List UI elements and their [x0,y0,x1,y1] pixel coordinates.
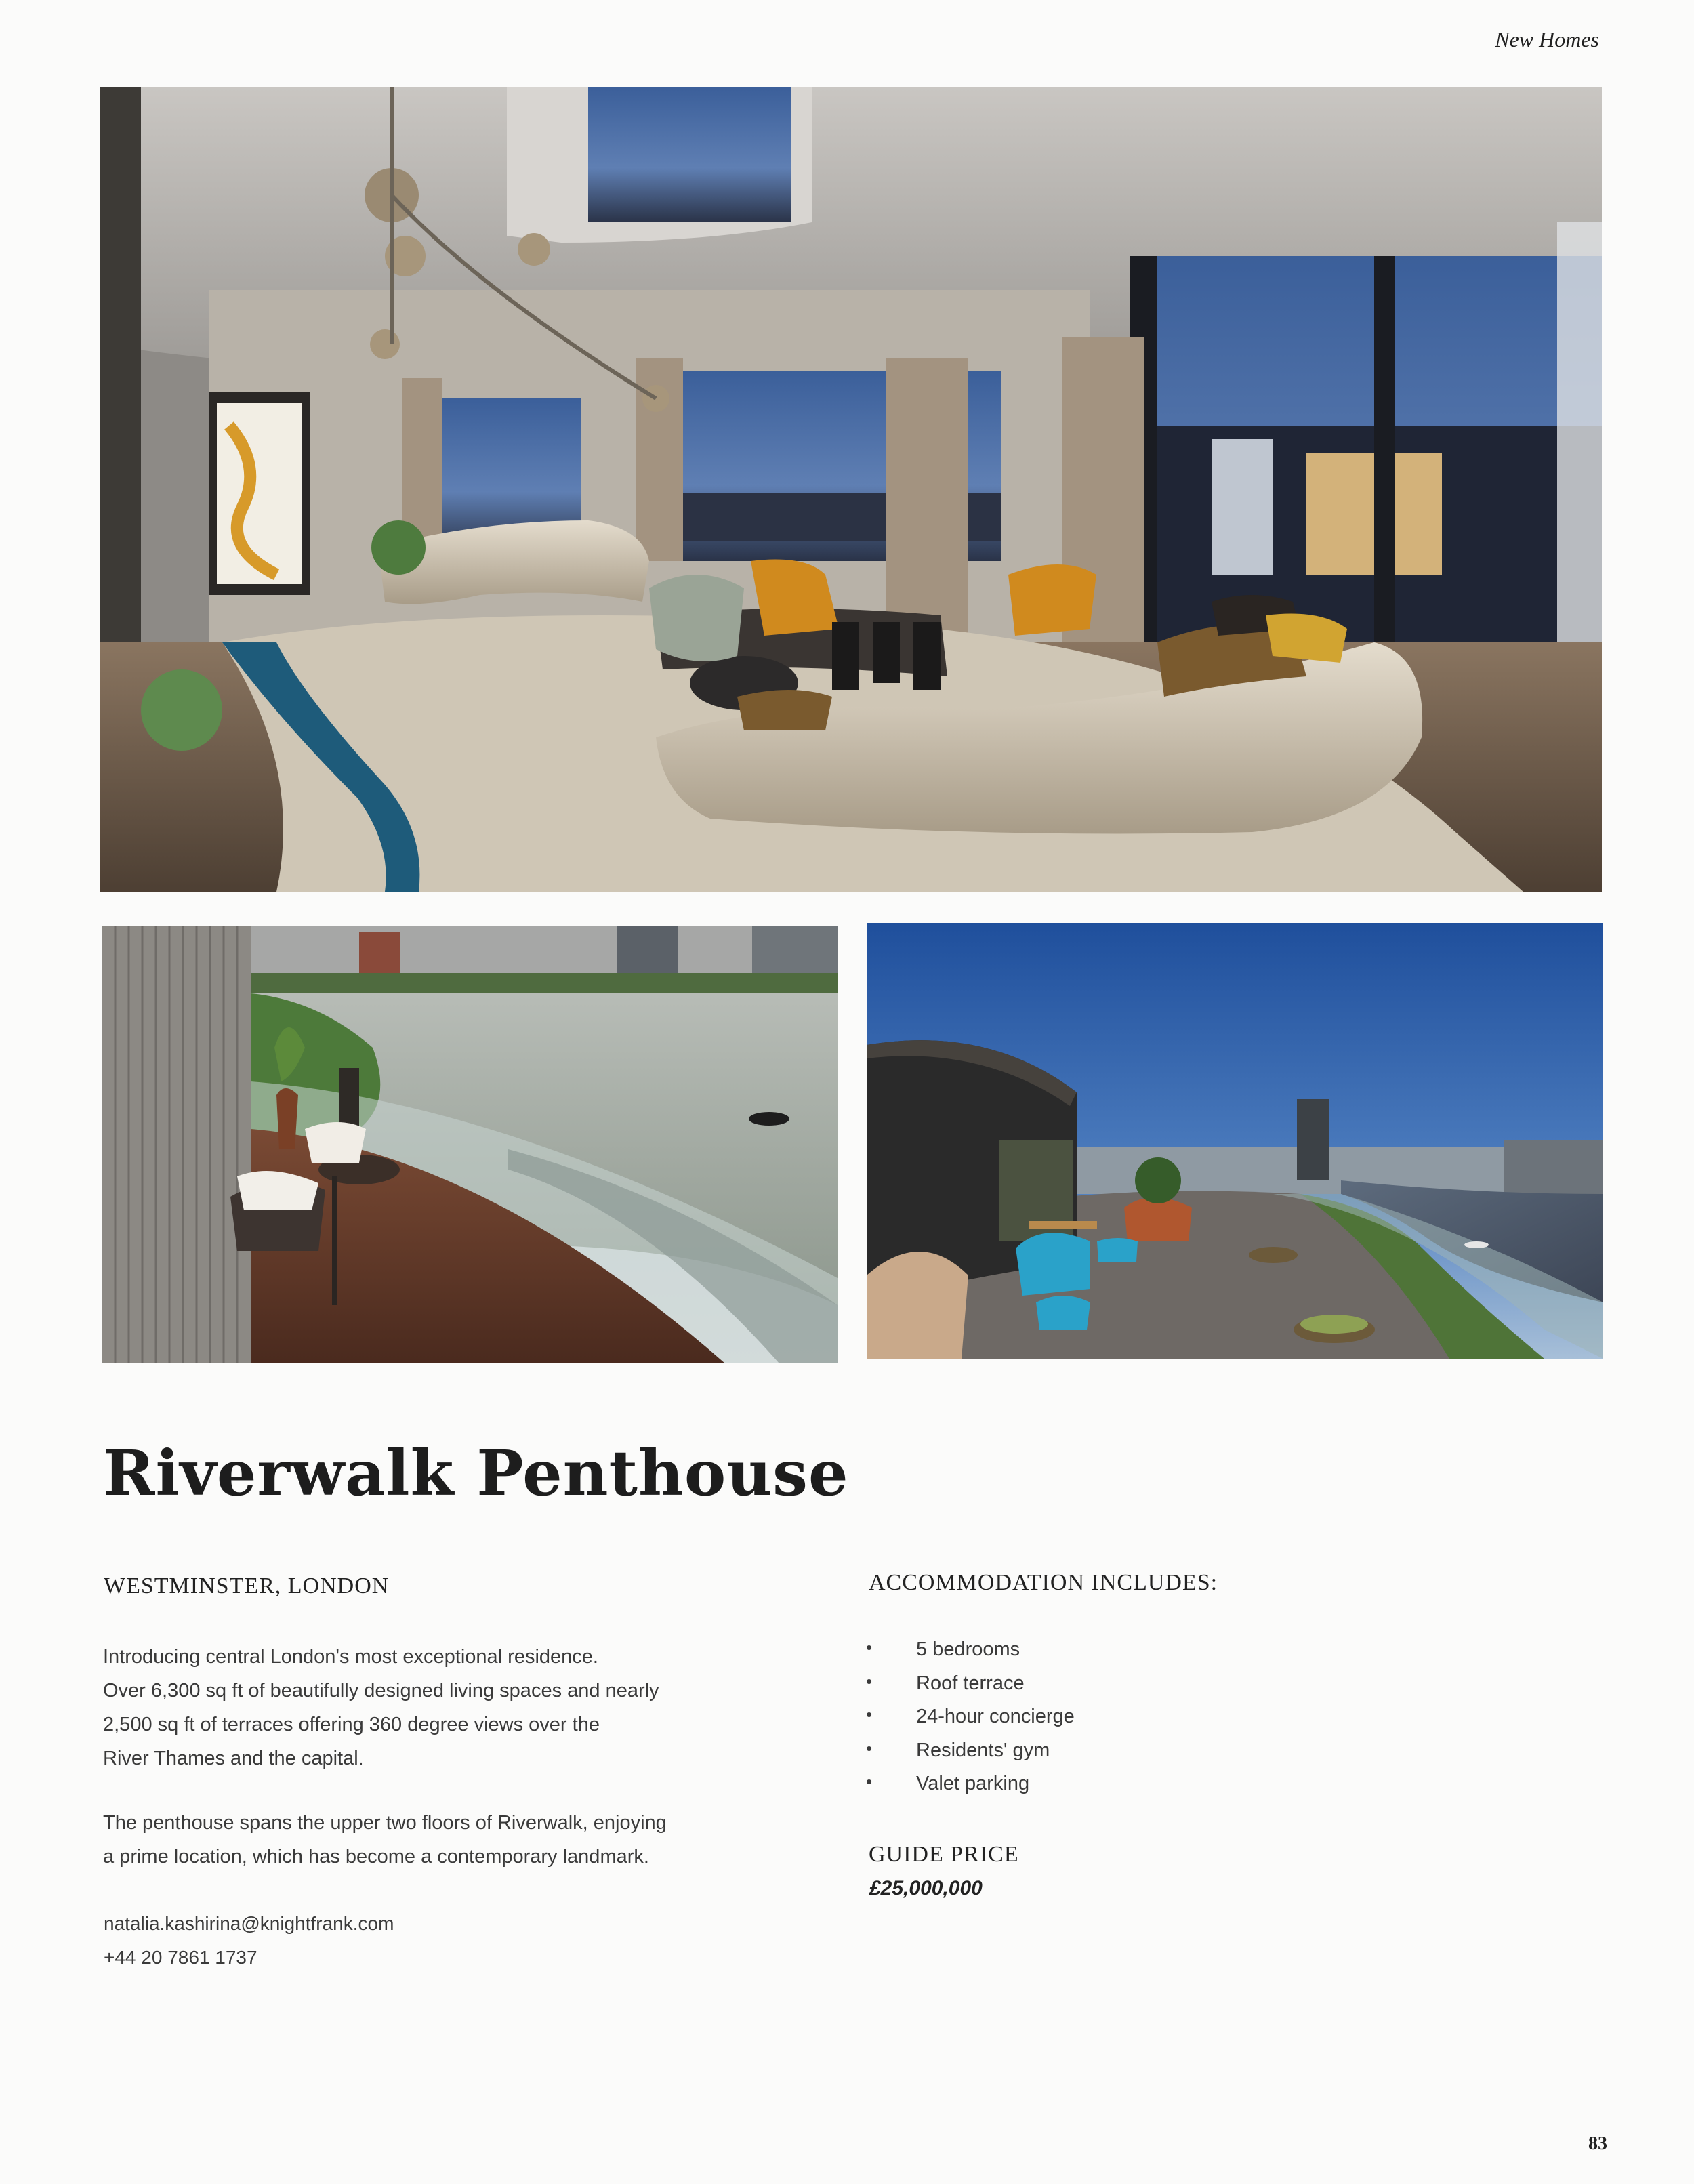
description-line: 2,500 sq ft of terraces offering 360 degree views over the [103,1714,600,1735]
balcony-photo [102,926,838,1363]
accommodation-heading: ACCOMMODATION INCLUDES: [869,1570,1218,1595]
listing-title: Riverwalk Penthouse [103,1437,849,1510]
feature-text: Valet parking [916,1773,1030,1794]
bullet-icon: • [866,1737,873,1758]
guide-price-value: £25,000,000 [869,1877,983,1899]
bullet-icon: • [866,1704,873,1725]
description-line: Introducing central London's most exceptional residence. [103,1646,598,1668]
section-label: New Homes [1495,27,1599,51]
listing-location: WESTMINSTER, LONDON [104,1573,390,1599]
description-line: River Thames and the capital. [103,1748,364,1769]
feature-text: Roof terrace [916,1672,1025,1694]
feature-text: 24-hour concierge [916,1706,1075,1727]
description-line: Over 6,300 sq ft of beautifully designed living spaces and nearly [103,1680,659,1702]
bullet-icon: • [866,1670,873,1691]
feature-text: 5 bedrooms [916,1639,1020,1660]
bullet-icon: • [866,1771,873,1792]
roof-terrace-photo [867,923,1603,1359]
bullet-icon: • [866,1637,873,1657]
page-number: 83 [1588,2133,1607,2154]
contact-email-link[interactable]: natalia.kashirina@knightfrank.com [104,1913,394,1934]
description-paragraph-1 [103,1640,781,1775]
description-line: The penthouse spans the upper two floors of Riverwalk, enjoying [103,1812,667,1834]
contact-phone-link[interactable]: +44 20 7861 1737 [104,1947,257,1968]
description-paragraph-2 [103,1806,781,1874]
guide-price-label: GUIDE PRICE [869,1842,1019,1867]
description-line: a prime location, which has become a contemporary landmark. [103,1846,649,1868]
living-room-photo [100,87,1602,892]
feature-text: Residents' gym [916,1739,1050,1761]
